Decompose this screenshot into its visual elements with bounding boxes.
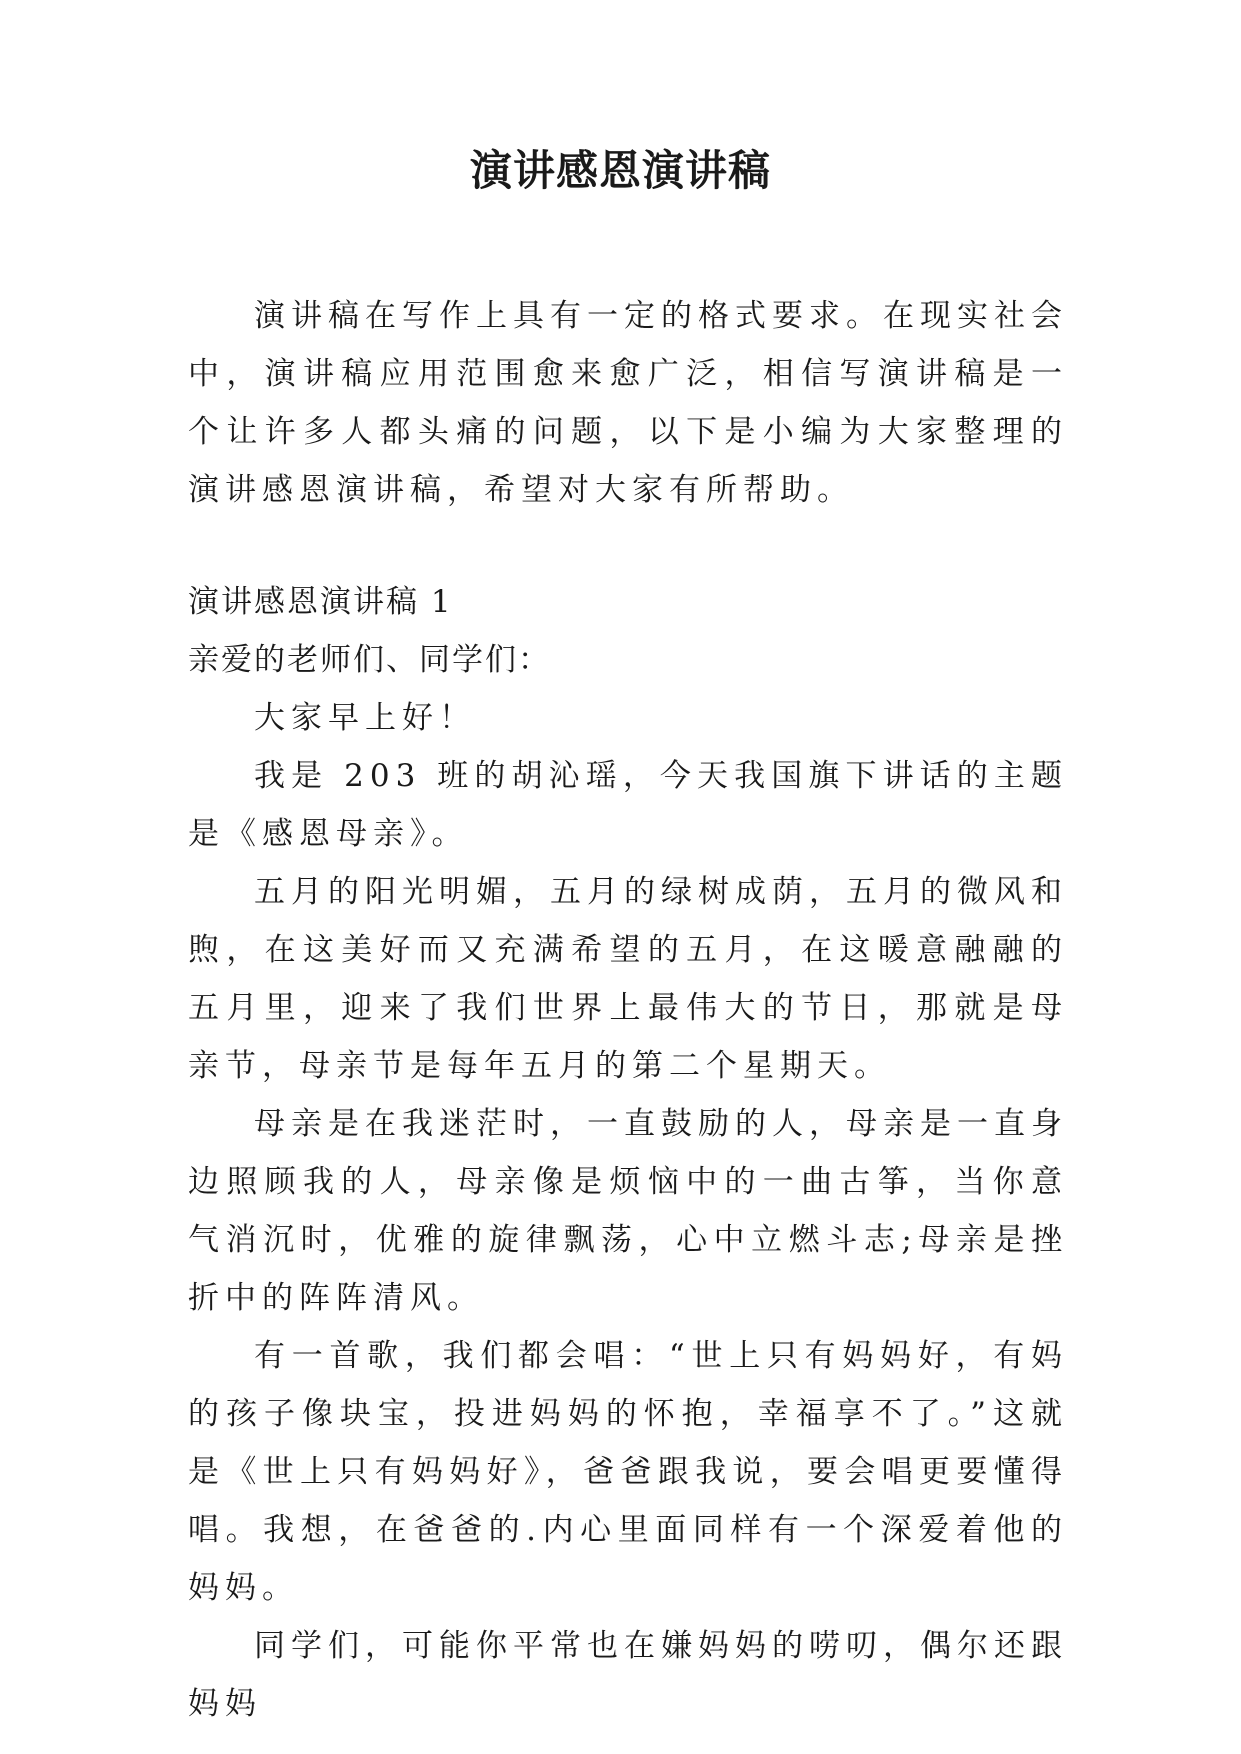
document-title: 演讲感恩演讲稿	[469, 146, 771, 195]
paragraph: 大家早上好！	[254, 700, 476, 736]
paragraph: 五月的阳光明媚，五月的绿树成荫，五月的微风和煦，在这美好而又充满希望的五月，在这暖意融融的五月里，迎来了我们世界上最伟大的节日，那就是母亲节，母亲节是每年五月的第二个星期天。	[188, 874, 1068, 1084]
paragraph: 母亲是在我迷茫时，一直鼓励的人，母亲是一直身边照顾我的人，母亲像是烦恼中的一曲古筝，当你意气消沉时，优雅的旋律飘荡，心中立燃斗志;母亲是挫折中的阵阵清风。	[188, 1106, 1068, 1316]
paragraph: 有一首歌，我们都会唱：“世上只有妈妈好，有妈的孩子像块宝，投进妈妈的怀抱，幸福享不了。”这就是《世上只有妈妈好》，爸爸跟我说，要会唱更要懂得唱。我想，在爸爸的.内心里面同样有一个深爱着他的妈妈。	[188, 1338, 1068, 1606]
intro-section	[188, 287, 1068, 519]
intro-paragraph: 演讲稿在写作上具有一定的格式要求。在现实社会中，演讲稿应用范围愈来愈广泛，相信写演讲稿是一个让许多人都头痛的问题，以下是小编为大家整理的演讲感恩演讲稿，希望对大家有所帮助。	[188, 298, 1068, 508]
paragraph: 我是 203 班的胡沁瑶，今天我国旗下讲话的主题是《感恩母亲》。	[188, 758, 1068, 852]
salutation: 亲爱的老师们、同学们：	[188, 642, 551, 678]
paragraph: 同学们，可能你平常也在嫌妈妈的唠叨，偶尔还跟妈妈	[188, 1628, 1068, 1722]
article-section	[188, 573, 1068, 1733]
article-heading: 演讲感恩演讲稿 1	[188, 584, 453, 620]
